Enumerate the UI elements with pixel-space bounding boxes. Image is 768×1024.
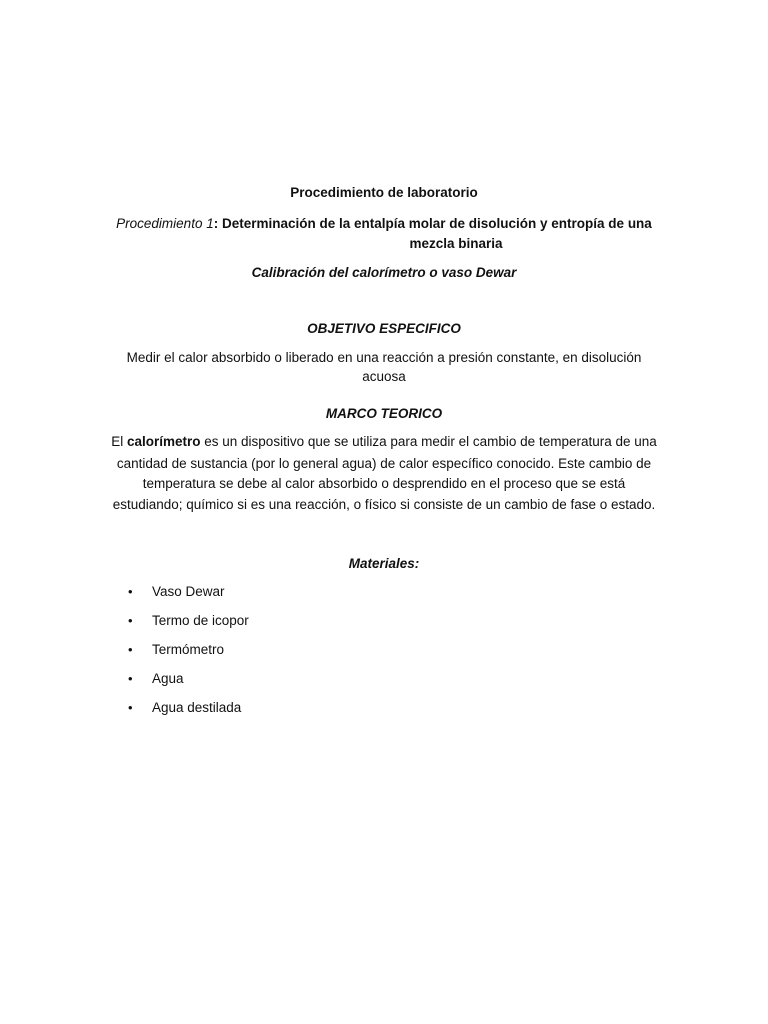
materials-heading: Materiales: [348,556,420,571]
theory-suffix: es un dispositivo que se utiliza para medir el cambio de temperatura de una [200,434,657,449]
list-item-label: Agua destilada [152,700,242,715]
list-item [0,667,768,696]
calibration-title: Calibración del calorímetro o vaso Dewar [251,265,517,280]
bullet-icon: • [128,671,133,686]
theory-text-line-3: temperatura se debe al calor absorbido o desprendido en el proceso que se está [142,476,626,491]
theory-heading: MARCO TEORICO [325,406,443,421]
list-item [0,580,768,609]
list-item [0,696,768,725]
procedure-title-line-1 [0,214,768,233]
list-item-label: Termómetro [152,642,225,657]
theory-term-calorimetro: calorímetro [126,434,201,449]
procedure-label: Procedimiento 1 [116,216,214,231]
procedure-text-line-1: Determinación de la entalpía molar de disolución y entropía de una [221,216,652,231]
list-item [0,609,768,638]
materials-list [0,580,768,725]
objective-heading: OBJETIVO ESPECIFICO [307,321,461,336]
procedure-separator: : [213,216,222,231]
document-title: Procedimiento de laboratorio [290,185,478,200]
list-item-label: Vaso Dewar [152,584,225,599]
theory-text-line-1 [0,432,768,451]
bullet-icon: • [128,613,133,628]
objective-text-line-2: acuosa [362,369,406,384]
list-item [0,638,768,667]
bullet-icon: • [128,642,133,657]
theory-prefix: El [111,434,127,449]
list-item-label: Agua [152,671,184,686]
bullet-icon: • [128,700,133,715]
objective-text-line-1: Medir el calor absorbido o liberado en una reacción a presión constante, en disolución [126,350,642,365]
list-item-label: Termo de icopor [152,613,249,628]
bullet-icon: • [128,584,133,599]
procedure-title-line-2: mezcla binaria [409,236,503,251]
theory-text-line-2: cantidad de sustancia (por lo general agua) de calor específico conocido. Este cambio de [116,456,652,471]
theory-text-line-4: estudiando; químico si es una reacción, o físico si consiste de un cambio de fase o estado. [112,497,656,512]
